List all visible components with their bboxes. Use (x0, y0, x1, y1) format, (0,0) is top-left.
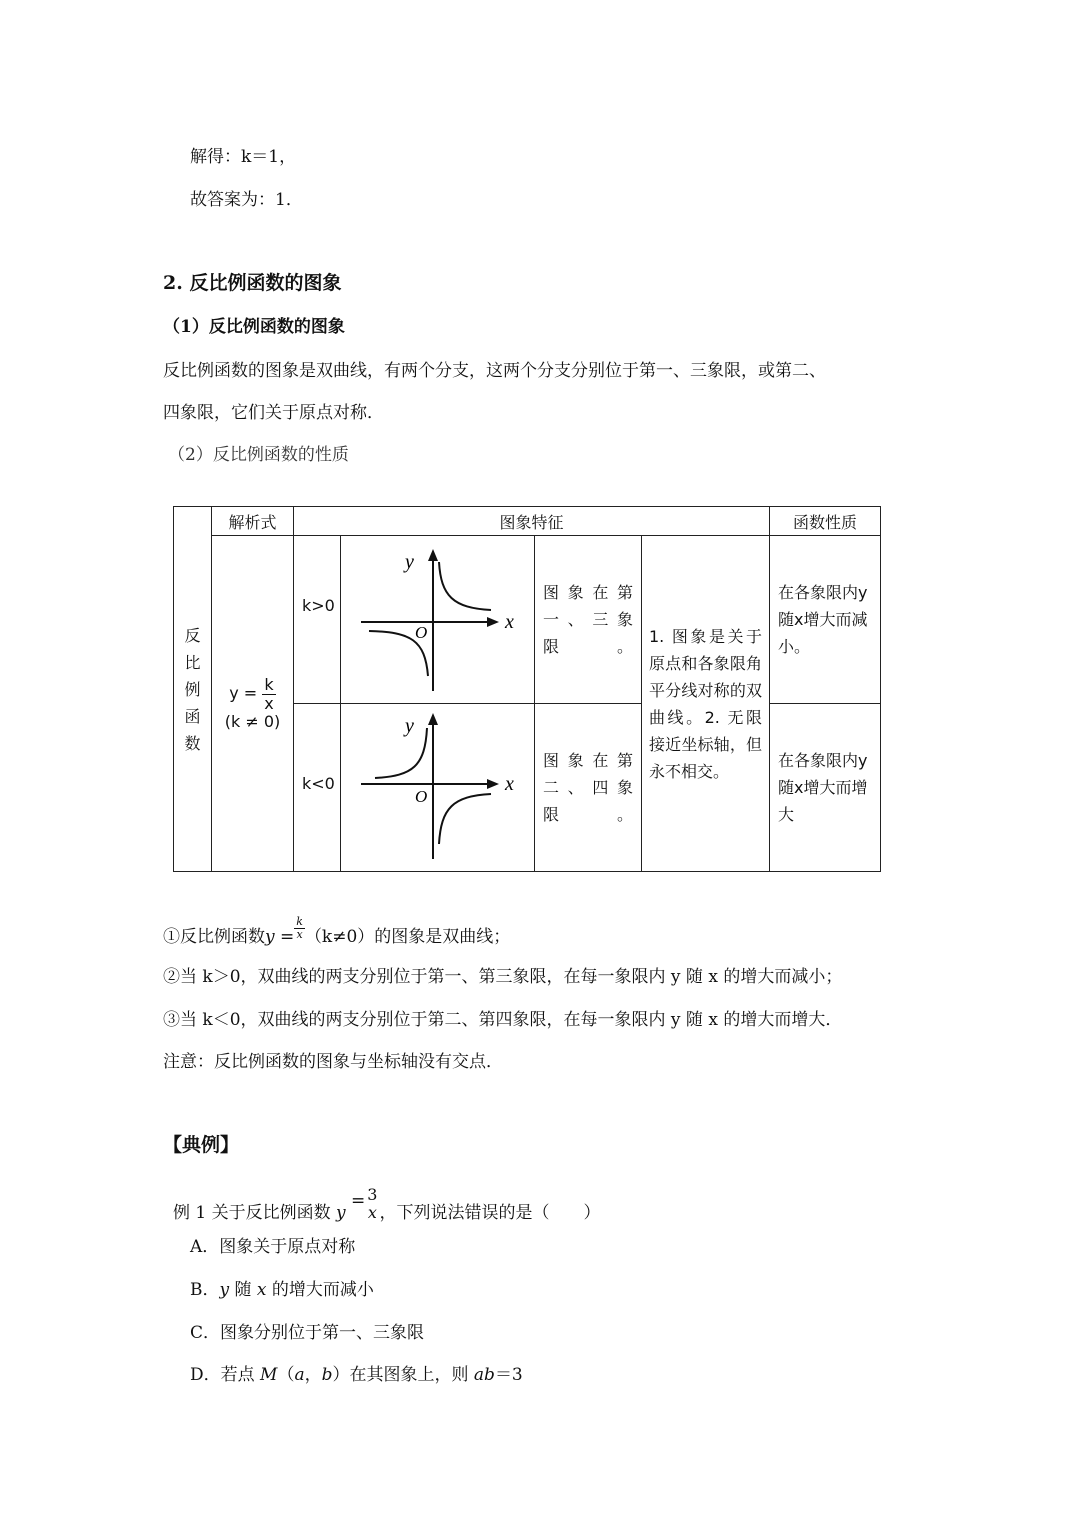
option-d-post: ）在其图象上，则 (332, 1365, 474, 1385)
formula-condition: (k ≠ 0) (224, 712, 281, 732)
formula-numerator: k (262, 676, 275, 695)
option-d-end: ＝3 (494, 1365, 523, 1385)
property-positive: 在各象限内y随x增大而减小。 (770, 536, 881, 704)
feature-negative: 图象在第二、四象限。 (535, 704, 642, 872)
question-fraction (365, 1186, 379, 1221)
side-char: 比 (184, 652, 201, 672)
y-axis-label: y (405, 551, 414, 573)
option-d-ab: ab (473, 1365, 495, 1385)
y-axis-arrow (428, 549, 438, 561)
note-1-denominator: x (296, 928, 303, 942)
property-negative: 在各象限内y随x增大而增大 (770, 704, 881, 872)
side-label-cell (174, 507, 212, 872)
note-1-post: （k≠0）的图象是双曲线； (304, 927, 511, 948)
question-numerator: 3 (367, 1185, 378, 1204)
header-expression: 解析式 (212, 507, 294, 536)
side-char: 反 (184, 625, 201, 645)
section-title: 2. 反比例函数的图象 (163, 272, 342, 294)
hyperbola-positive-graph (341, 536, 535, 699)
x-axis-arrow (487, 779, 499, 789)
subsection-1-title: （1）反比例函数的图象 (163, 317, 345, 337)
note-1-y: y = (265, 927, 295, 948)
option-b-x: x (256, 1280, 267, 1300)
x-axis-label: x (505, 773, 514, 795)
option-d (190, 1360, 523, 1385)
para1-line1: 反比例函数的图象是双曲线，有两个分支，这两个分支分别位于第一、三象限，或第二、 (163, 361, 826, 381)
option-d-m: M (260, 1365, 278, 1385)
side-char: 例 (184, 679, 201, 699)
header-function-properties: 函数性质 (770, 507, 881, 536)
option-b-mid: 随 (229, 1280, 257, 1300)
formula-fraction (262, 676, 275, 712)
option-d-b: b (321, 1365, 333, 1385)
option-d-comma: ， (304, 1365, 322, 1385)
branch-quadrant-4 (439, 794, 491, 844)
formula-denominator: x (264, 693, 274, 713)
option-c: C．图象分别位于第一、三象限 (190, 1323, 425, 1343)
option-b (190, 1275, 374, 1300)
option-b-letter: B． (190, 1280, 220, 1300)
graph-positive-cell (341, 536, 535, 704)
question-y: y (336, 1203, 346, 1224)
y-axis-arrow (428, 713, 438, 725)
table-header-row (174, 507, 881, 536)
k-positive-label: k>0 (294, 536, 341, 704)
answer-line: 故答案为：1． (190, 190, 303, 210)
note-4: 注意：反比例函数的图象与坐标轴没有交点． (163, 1052, 503, 1072)
y-axis-label: y (405, 715, 414, 737)
side-char: 数 (184, 733, 201, 753)
note-3: ③当 k＜0，双曲线的两支分别位于第二、第四象限，在每一象限内 y 随 x 的增大而增大． (163, 1010, 843, 1030)
properties-table (173, 506, 881, 872)
feature-positive: 图象在第一、三象限。 (535, 536, 642, 704)
option-a: A．图象关于原点对称 (190, 1237, 356, 1257)
note-1-numerator: k (296, 915, 303, 928)
option-d-a: a (294, 1365, 305, 1385)
note-1-fraction (294, 916, 305, 941)
example-heading: 【典例】 (163, 1134, 240, 1156)
note-1-pre: ①反比例函数 (163, 927, 265, 948)
question-denominator: x (367, 1202, 377, 1222)
origin-label: O (415, 787, 428, 806)
x-axis-label: x (505, 611, 514, 633)
subsection-2-title: （2）反比例函数的性质 (168, 445, 349, 465)
graph-negative-cell (341, 704, 535, 872)
question-eq: = (351, 1191, 366, 1212)
formula-cell (212, 536, 294, 872)
origin-label: O (415, 623, 428, 642)
option-b-post: 的增大而减小 (266, 1280, 374, 1300)
shared-feature-cell: 1. 图象是关于原点和各象限角平分线对称的双曲线。2. 无限接近坐标轴，但永不相交。 (642, 536, 770, 872)
option-d-mid: （ (277, 1365, 295, 1385)
table-row (174, 536, 881, 704)
branch-quadrant-2 (375, 728, 427, 778)
x-axis-arrow (487, 617, 499, 627)
para1-line2: 四象限，它们关于原点对称． (163, 403, 384, 423)
question-pre: 例 1 关于反比例函数 (173, 1203, 331, 1224)
option-d-pre: D．若点 (190, 1365, 261, 1385)
question-post: ，下列说法错误的是（ ） (379, 1203, 601, 1224)
side-char: 函 (184, 706, 201, 726)
hyperbola-negative-graph (341, 704, 535, 867)
example-question (173, 1185, 601, 1231)
k-negative-label: k<0 (294, 704, 341, 872)
note-1 (163, 916, 510, 947)
solve-line: 解得：k＝1， (190, 147, 297, 167)
option-b-y: y (219, 1280, 230, 1300)
note-2: ②当 k＞0，双曲线的两支分别位于第一、第三象限，在每一象限内 y 随 x 的增大而减小； (163, 967, 843, 987)
branch-quadrant-1 (439, 562, 491, 610)
header-graph-features: 图象特征 (294, 507, 770, 536)
formula-lhs: y = (229, 683, 258, 703)
